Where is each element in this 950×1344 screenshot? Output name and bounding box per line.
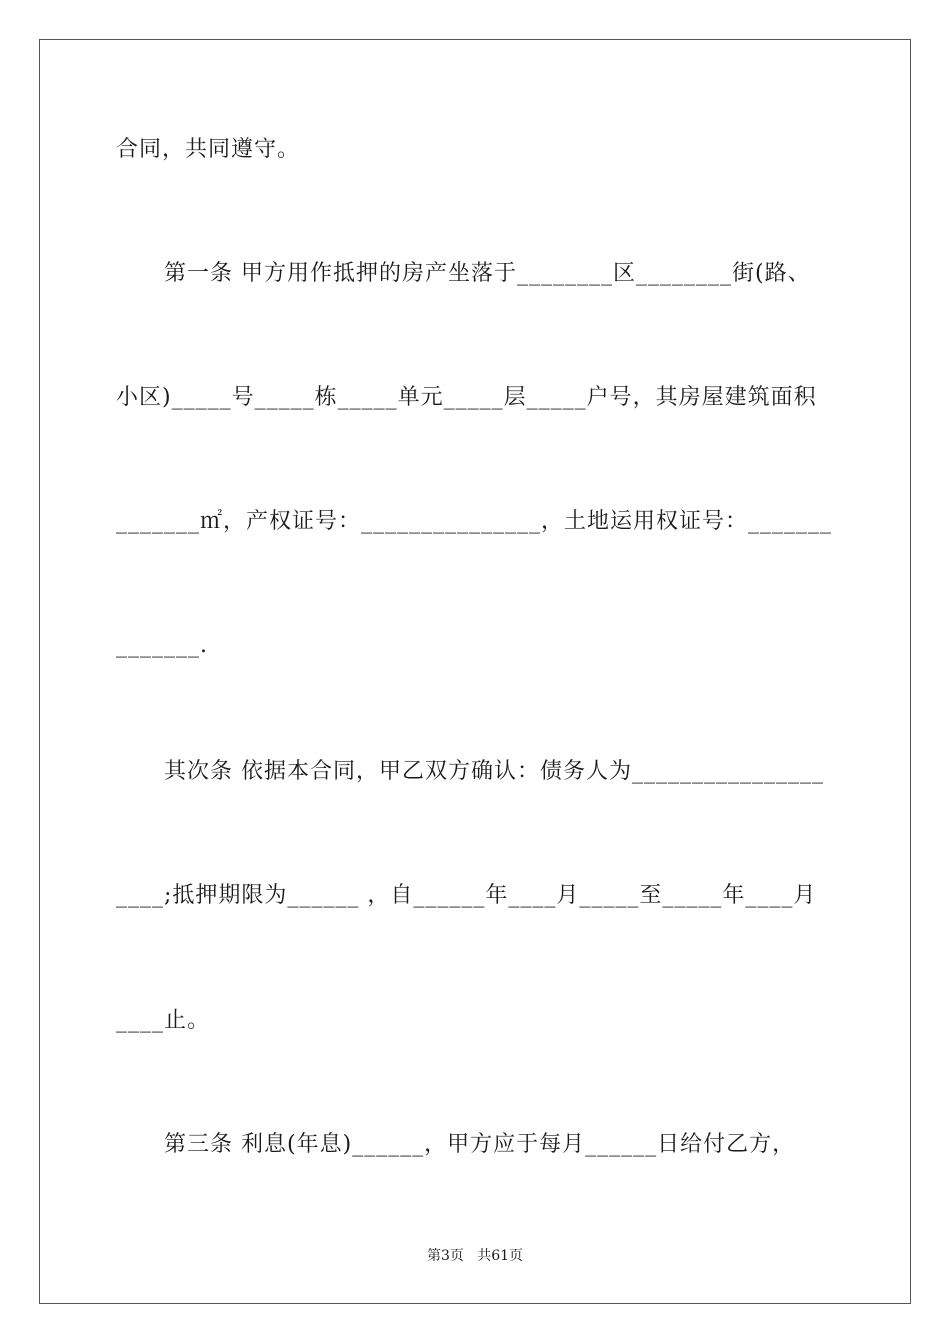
clause-2-line-3: ____止。 bbox=[116, 1008, 211, 1033]
clause-1-line-2: 小区)_____号_____栋_____单元_____层_____户号，其房屋建筑面积 bbox=[116, 385, 817, 410]
clause-1-line-1: 第一条 甲方用作抵押的房产坐落于________区________街(路、 bbox=[164, 261, 811, 286]
clause-1-line-3: _______㎡，产权证号：_______________，土地运用权证号：_______ bbox=[116, 509, 833, 534]
clause-3-line-1: 第三条 利息(年息)______，甲方应于每月______日给付乙方， bbox=[164, 1132, 796, 1157]
clause-1-line-4: _______. bbox=[116, 633, 208, 658]
clause-2-line-2: ____;抵押期限为______ ，自______年____月_____至_____年____月 bbox=[116, 883, 817, 908]
page-number-footer: 第3页 共61页 bbox=[426, 1248, 524, 1264]
clause-2-line-1: 其次条 依据本合同，甲乙双方确认：债务人为________________ bbox=[164, 759, 824, 784]
text-line-1: 合同，共同遵守。 bbox=[116, 137, 301, 162]
page-frame bbox=[39, 39, 911, 1304]
